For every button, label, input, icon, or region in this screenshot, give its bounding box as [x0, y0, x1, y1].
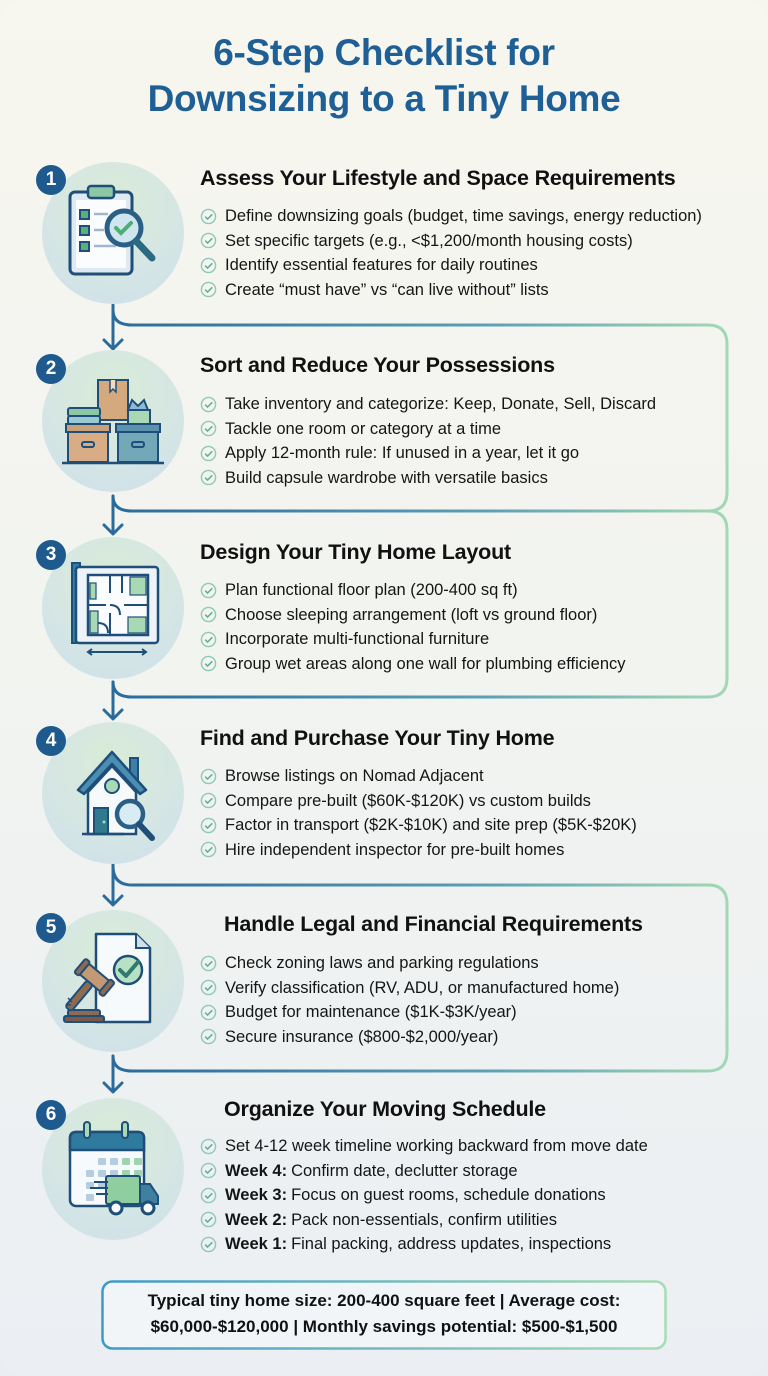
check-circle-icon — [200, 1138, 217, 1155]
checklist-item: Tackle one room or category at a time — [200, 417, 656, 442]
step-5-badge: 5 — [36, 913, 66, 943]
checklist-item: Factor in transport ($2K-$10K) and site prep ($5K-$20K) — [200, 813, 637, 838]
title-line-1: 6-Step Checklist for — [213, 32, 555, 73]
step-2-checklist — [200, 392, 656, 490]
check-circle-icon — [200, 955, 217, 972]
step-4-badge: 4 — [36, 726, 66, 756]
step-2-title: Sort and Reduce Your Possessions — [200, 353, 555, 377]
checklist-item: Check zoning laws and parking regulations — [200, 951, 619, 976]
step-5-title: Handle Legal and Financial Requirements — [224, 912, 643, 936]
boxes-icon — [58, 366, 168, 476]
checklist-item: Set 4-12 week timeline working backward from move date — [200, 1134, 648, 1159]
check-circle-icon — [200, 396, 217, 413]
step-4-checklist — [200, 764, 637, 862]
summary-line-2: $60,000-$120,000 | Monthly savings potential: $500-$1,500 — [150, 1317, 618, 1336]
checklist-item: Hire independent inspector for pre-built homes — [200, 838, 637, 863]
step-1-checklist — [200, 204, 702, 302]
check-circle-icon — [200, 979, 217, 996]
check-circle-icon — [200, 208, 217, 225]
check-circle-icon — [200, 1162, 217, 1179]
check-circle-icon — [200, 817, 217, 834]
checklist-item: Incorporate multi-functional furniture — [200, 627, 626, 652]
checklist-item: Week 3: Focus on guest rooms, schedule donations — [200, 1183, 648, 1208]
checklist-item: Apply 12-month rule: If unused in a year, let it go — [200, 441, 656, 466]
checklist-item: Identify essential features for daily routines — [200, 253, 702, 278]
check-circle-icon — [200, 420, 217, 437]
floor-plan-icon — [58, 553, 168, 663]
checklist-item: Set specific targets (e.g., <$1,200/month housing costs) — [200, 229, 702, 254]
check-circle-icon — [200, 469, 217, 486]
checklist-item: Create “must have” vs “can live without” lists — [200, 278, 702, 303]
house-search-icon — [58, 738, 168, 848]
check-circle-icon — [200, 1004, 217, 1021]
check-circle-icon — [200, 768, 217, 785]
check-circle-icon — [200, 1028, 217, 1045]
step-1-title: Assess Your Lifestyle and Space Requirements — [200, 166, 676, 190]
step-4-title: Find and Purchase Your Tiny Home — [200, 726, 555, 750]
checklist-item: Week 2: Pack non-essentials, confirm utilities — [200, 1208, 648, 1233]
check-circle-icon — [200, 841, 217, 858]
step-3-badge: 3 — [36, 540, 66, 570]
step-3-checklist — [200, 578, 626, 676]
checklist-item: Group wet areas along one wall for plumbing efficiency — [200, 652, 626, 677]
check-circle-icon — [200, 232, 217, 249]
step-6-badge: 6 — [36, 1100, 66, 1130]
check-circle-icon — [200, 582, 217, 599]
summary-box — [101, 1280, 667, 1350]
summary-line-1: Typical tiny home size: 200-400 square feet | Average cost: — [147, 1291, 621, 1310]
checklist-item: Browse listings on Nomad Adjacent — [200, 764, 637, 789]
step-5-checklist — [200, 951, 619, 1049]
check-circle-icon — [200, 606, 217, 623]
checklist-item: Week 1: Final packing, address updates, inspections — [200, 1232, 648, 1257]
checklist-item: Build capsule wardrobe with versatile basics — [200, 466, 656, 491]
checklist-item: Plan functional floor plan (200-400 sq ft) — [200, 578, 626, 603]
checklist-item: Choose sleeping arrangement (loft vs ground floor) — [200, 603, 626, 628]
step-3-title: Design Your Tiny Home Layout — [200, 540, 511, 564]
check-circle-icon — [200, 257, 217, 274]
checklist-item: Verify classification (RV, ADU, or manufactured home) — [200, 976, 619, 1001]
step-6-title: Organize Your Moving Schedule — [224, 1097, 546, 1121]
step-6-checklist — [200, 1134, 648, 1257]
step-1-badge: 1 — [36, 165, 66, 195]
clipboard-magnifier-icon — [58, 178, 168, 288]
gavel-document-icon — [58, 926, 168, 1036]
check-circle-icon — [200, 1211, 217, 1228]
page-title — [0, 30, 768, 122]
checklist-item: Take inventory and categorize: Keep, Donate, Sell, Discard — [200, 392, 656, 417]
check-circle-icon — [200, 281, 217, 298]
calendar-truck-icon — [58, 1114, 168, 1224]
checklist-item: Budget for maintenance ($1K-$3K/year) — [200, 1000, 619, 1025]
check-circle-icon — [200, 1187, 217, 1204]
check-circle-icon — [200, 445, 217, 462]
title-line-2: Downsizing to a Tiny Home — [147, 78, 621, 119]
check-circle-icon — [200, 792, 217, 809]
check-circle-icon — [200, 655, 217, 672]
checklist-item: Secure insurance ($800-$2,000/year) — [200, 1025, 619, 1050]
checklist-item: Compare pre-built ($60K-$120K) vs custom builds — [200, 789, 637, 814]
checklist-item: Define downsizing goals (budget, time savings, energy reduction) — [200, 204, 702, 229]
checklist-item: Week 4: Confirm date, declutter storage — [200, 1159, 648, 1184]
check-circle-icon — [200, 1236, 217, 1253]
step-2-badge: 2 — [36, 354, 66, 384]
check-circle-icon — [200, 631, 217, 648]
